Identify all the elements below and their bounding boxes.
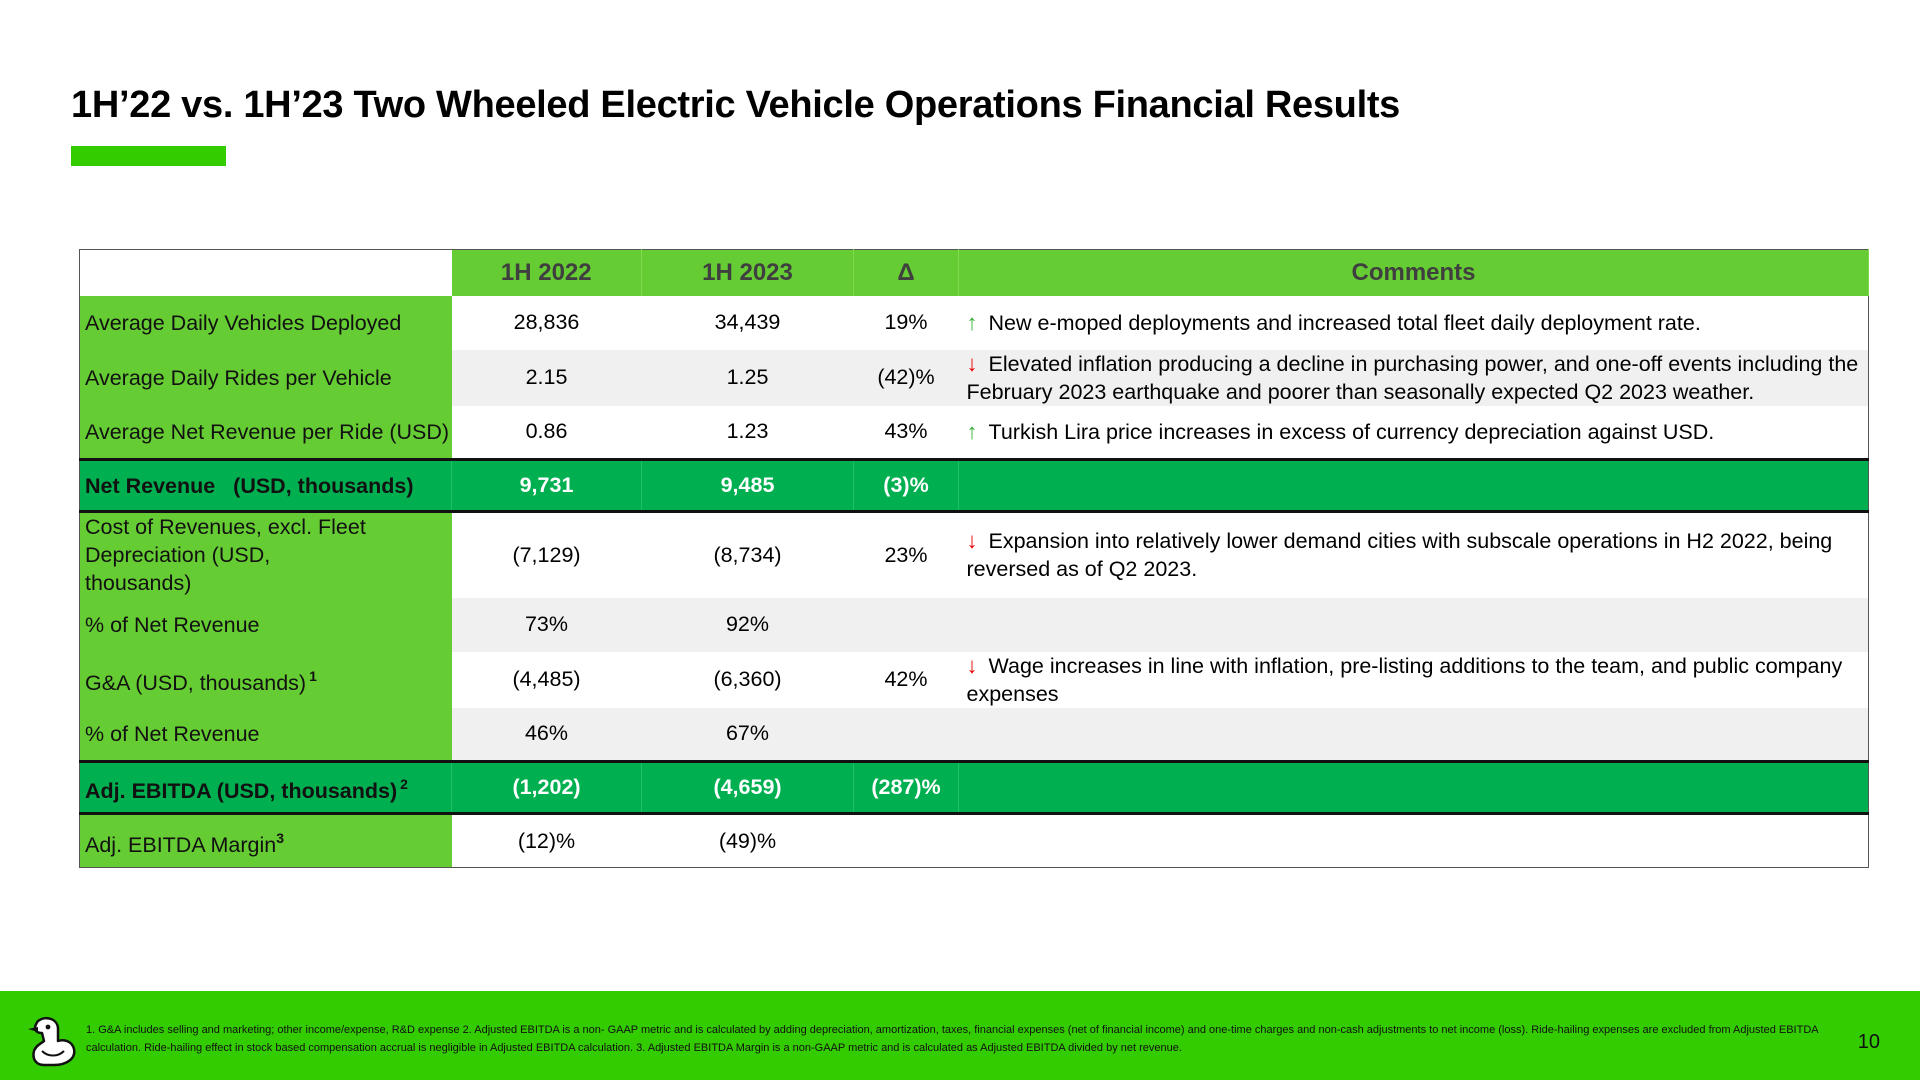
- footnote-marker: 1: [309, 668, 317, 684]
- value-1h-2022: 2.15: [452, 350, 642, 406]
- value-1h-2022: (7,129): [452, 512, 642, 598]
- row-label: [80, 762, 452, 814]
- footnote-marker: 2: [400, 776, 408, 792]
- row-label-text: Adj. EBITDA Margin: [85, 832, 277, 857]
- value-1h-2023: (8,734): [642, 512, 854, 598]
- comment-text: Elevated inflation producing a decline in purchasing power, and one-off events including the February 2023 earthquake and poorer than seasonally expected Q2 2023 weather.: [966, 351, 1859, 404]
- table-row-net-revenue: [80, 460, 1869, 512]
- table-row: [80, 652, 1869, 708]
- table-row: [80, 512, 1869, 598]
- row-label: % of Net Revenue: [80, 708, 452, 762]
- value-1h-2023: 1.23: [642, 406, 854, 460]
- comment-cell: [959, 350, 1869, 406]
- arrow-down-icon: ↓: [966, 350, 978, 376]
- value-delta: (3)%: [854, 460, 959, 512]
- value-delta: [854, 814, 959, 868]
- row-label-text: G&A (USD, thousands): [85, 671, 307, 695]
- comment-cell: [959, 652, 1869, 708]
- value-1h-2022: 9,731: [452, 460, 642, 512]
- footer-bar: [0, 991, 1920, 1080]
- table-row: [80, 598, 1869, 652]
- value-1h-2023: 1.25: [642, 350, 854, 406]
- value-1h-2022: 0.86: [452, 406, 642, 460]
- table-row: [80, 350, 1869, 406]
- comment-text: Turkish Lira price increases in excess of currency depreciation against USD.: [988, 419, 1715, 444]
- title-underline: [71, 146, 226, 166]
- value-1h-2022: (12)%: [452, 814, 642, 868]
- arrow-down-icon: ↓: [966, 528, 978, 554]
- comment-cell: [959, 708, 1869, 762]
- comment-text: New e-moped deployments and increased total fleet daily deployment rate.: [988, 310, 1701, 335]
- table-row: [80, 406, 1869, 460]
- value-1h-2022: (4,485): [452, 652, 642, 708]
- value-1h-2022: (1,202): [452, 762, 642, 814]
- row-label: Average Net Revenue per Ride (USD): [80, 406, 452, 460]
- value-delta: (287)%: [854, 762, 959, 814]
- table-header-row: [80, 250, 1869, 296]
- comment-cell: [959, 296, 1869, 350]
- page-title: 1H’22 vs. 1H’23 Two Wheeled Electric Vehicle Operations Financial Results: [71, 84, 1401, 126]
- row-label: % of Net Revenue: [80, 598, 452, 652]
- arrow-down-icon: ↓: [966, 652, 978, 678]
- value-1h-2023: 67%: [642, 708, 854, 762]
- value-1h-2023: (49)%: [642, 814, 854, 868]
- row-label: Net Revenue (USD, thousands): [80, 460, 452, 512]
- row-label: Cost of Revenues, excl. Fleet Depreciation (USD, thousands): [80, 512, 452, 598]
- value-delta: [854, 708, 959, 762]
- value-1h-2023: 9,485: [642, 460, 854, 512]
- value-1h-2023: 92%: [642, 598, 854, 652]
- row-label: Average Daily Rides per Vehicle: [80, 350, 452, 406]
- row-label: [80, 814, 452, 868]
- value-1h-2023: 34,439: [642, 296, 854, 350]
- row-label-text: Adj. EBITDA (USD, thousands): [85, 779, 398, 803]
- value-delta: 43%: [854, 406, 959, 460]
- comment-cell: [959, 814, 1869, 868]
- footnote-text: 1. G&A includes selling and marketing; other income/expense, R&D expense 2. Adjusted EBITDA is a non- GAAP metric and is calculated by adding depreciation, amortization, taxes, financial expenses (net of financial income) and one-time charges and non-cash adjustments to net income (loss). Ride-hailing expenses are excluded from Adjusted EBITDA calculation. Ride-hailing effect in stock based compensation accrual is negligible in Adjusted EBITDA calculation. 3. Adjusted EBITDA Margin is a non-GAAP metric and is calculated as Adjusted EBITDA divided by net revenue.: [86, 1024, 1819, 1054]
- header-comments: Comments: [959, 250, 1869, 296]
- value-delta: 23%: [854, 512, 959, 598]
- value-1h-2023: (6,360): [642, 652, 854, 708]
- value-1h-2022: 73%: [452, 598, 642, 652]
- comment-cell: [959, 406, 1869, 460]
- comment-text: Expansion into relatively lower demand cities with subscale operations in H2 2022, being reversed as of Q2 2023.: [966, 529, 1833, 582]
- header-1h-2023: 1H 2023: [642, 250, 854, 296]
- footnote-marker: 3: [276, 829, 284, 846]
- value-delta: (42)%: [854, 350, 959, 406]
- header-delta: Δ: [854, 250, 959, 296]
- row-label: [80, 652, 452, 708]
- value-1h-2023: (4,659): [642, 762, 854, 814]
- table-row: [80, 708, 1869, 762]
- table-row: [80, 814, 1869, 868]
- financial-results-table: [79, 249, 1869, 868]
- value-delta: [854, 598, 959, 652]
- arrow-up-icon: ↑: [966, 418, 978, 444]
- arrow-up-icon: ↑: [966, 309, 978, 335]
- value-1h-2022: 46%: [452, 708, 642, 762]
- comment-cell: [959, 598, 1869, 652]
- page-number: 10: [1857, 1031, 1880, 1053]
- table-row-adj-ebitda: [80, 762, 1869, 814]
- mascot-logo-icon: [20, 1011, 80, 1071]
- comment-cell: [959, 512, 1869, 598]
- comment-cell: [959, 460, 1869, 512]
- value-delta: 19%: [854, 296, 959, 350]
- table-row: [80, 296, 1869, 350]
- value-delta: 42%: [854, 652, 959, 708]
- value-1h-2022: 28,836: [452, 296, 642, 350]
- comment-text: Wage increases in line with inflation, pre-listing additions to the team, and public company expenses: [966, 653, 1843, 706]
- header-blank: [80, 250, 452, 296]
- header-1h-2022: 1H 2022: [452, 250, 642, 296]
- row-label: Average Daily Vehicles Deployed: [80, 296, 452, 350]
- comment-cell: [959, 762, 1869, 814]
